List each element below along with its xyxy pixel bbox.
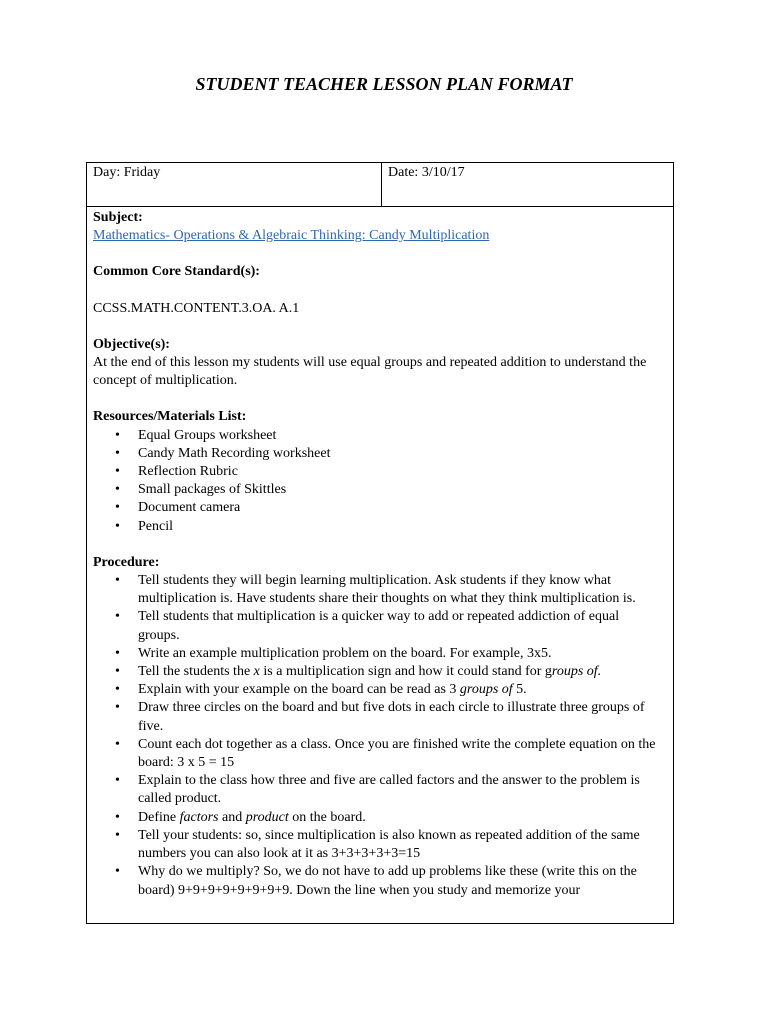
list-item: • Tell students that multiplication is a quicker way to add or repeated addiction of equal groups. <box>138 608 659 644</box>
resources-list <box>93 427 667 536</box>
standards-heading: Common Core Standard(s): <box>93 264 260 280</box>
list-item: • Explain with your example on the board can be read as 3 groups of 5. <box>138 681 659 699</box>
list-item: • Why do we multiply? So, we do not have to add up problems like these (write this on the board) 9+9+9+9+9+9+9+9. Down the line when you study and memorize your <box>138 863 659 899</box>
objectives-text: At the end of this lesson my students will use equal groups and repeated addition to understand the concept of multiplication. <box>93 355 647 389</box>
date-cell: Date: 3/10/17 <box>388 165 465 180</box>
page-title: STUDENT TEACHER LESSON PLAN FORMAT <box>195 74 573 94</box>
objectives-heading: Objective(s): <box>93 336 170 352</box>
subject-heading: Subject: <box>93 210 143 225</box>
subject-link[interactable]: Mathematics- Operations & Algebraic Thinking: Candy Multiplication <box>93 228 490 244</box>
list-item: • Tell the students the x is a multiplication sign and how it could stand for groups of. <box>138 663 659 681</box>
day-cell: Day: Friday <box>87 163 382 206</box>
list-item: • Explain to the class how three and five are called factors and the answer to the problem is called product. <box>138 772 659 808</box>
list-item: • Tell students they will begin learning multiplication. Ask students if they know what multiplication is. Have students share their thoughts on what they think multiplication is. <box>138 572 659 608</box>
list-item: • Reflection Rubric <box>138 463 659 481</box>
list-item: • Candy Math Recording worksheet <box>138 445 659 463</box>
procedure-heading: Procedure: <box>93 554 160 570</box>
standards-value: CCSS.MATH.CONTENT.3.OA. A.1 <box>93 300 300 316</box>
list-item: • Define factors and product on the board. <box>138 809 659 827</box>
list-item: • Count each dot together as a class. Once you are finished write the complete equation on the board: 3 x 5 = 15 <box>138 736 659 772</box>
list-item: • Equal Groups worksheet <box>138 427 659 445</box>
lesson-content <box>87 207 673 900</box>
list-item: • Draw three circles on the board and but five dots in each circle to illustrate three groups of five. <box>138 699 659 735</box>
list-item: • Document camera <box>138 499 659 517</box>
resources-heading: Resources/Materials List: <box>93 409 247 425</box>
lesson-plan-table <box>86 162 674 924</box>
procedure-list <box>93 572 667 900</box>
list-item: • Tell your students: so, since multiplication is also known as repeated addition of the same numbers you can also look at it as 3+3+3+3+3=15 <box>138 827 659 863</box>
list-item: • Small packages of Skittles <box>138 481 659 499</box>
list-item: • Write an example multiplication problem on the board. For example, 3x5. <box>138 645 659 663</box>
header-row <box>87 163 673 207</box>
list-item: • Pencil <box>138 518 659 536</box>
